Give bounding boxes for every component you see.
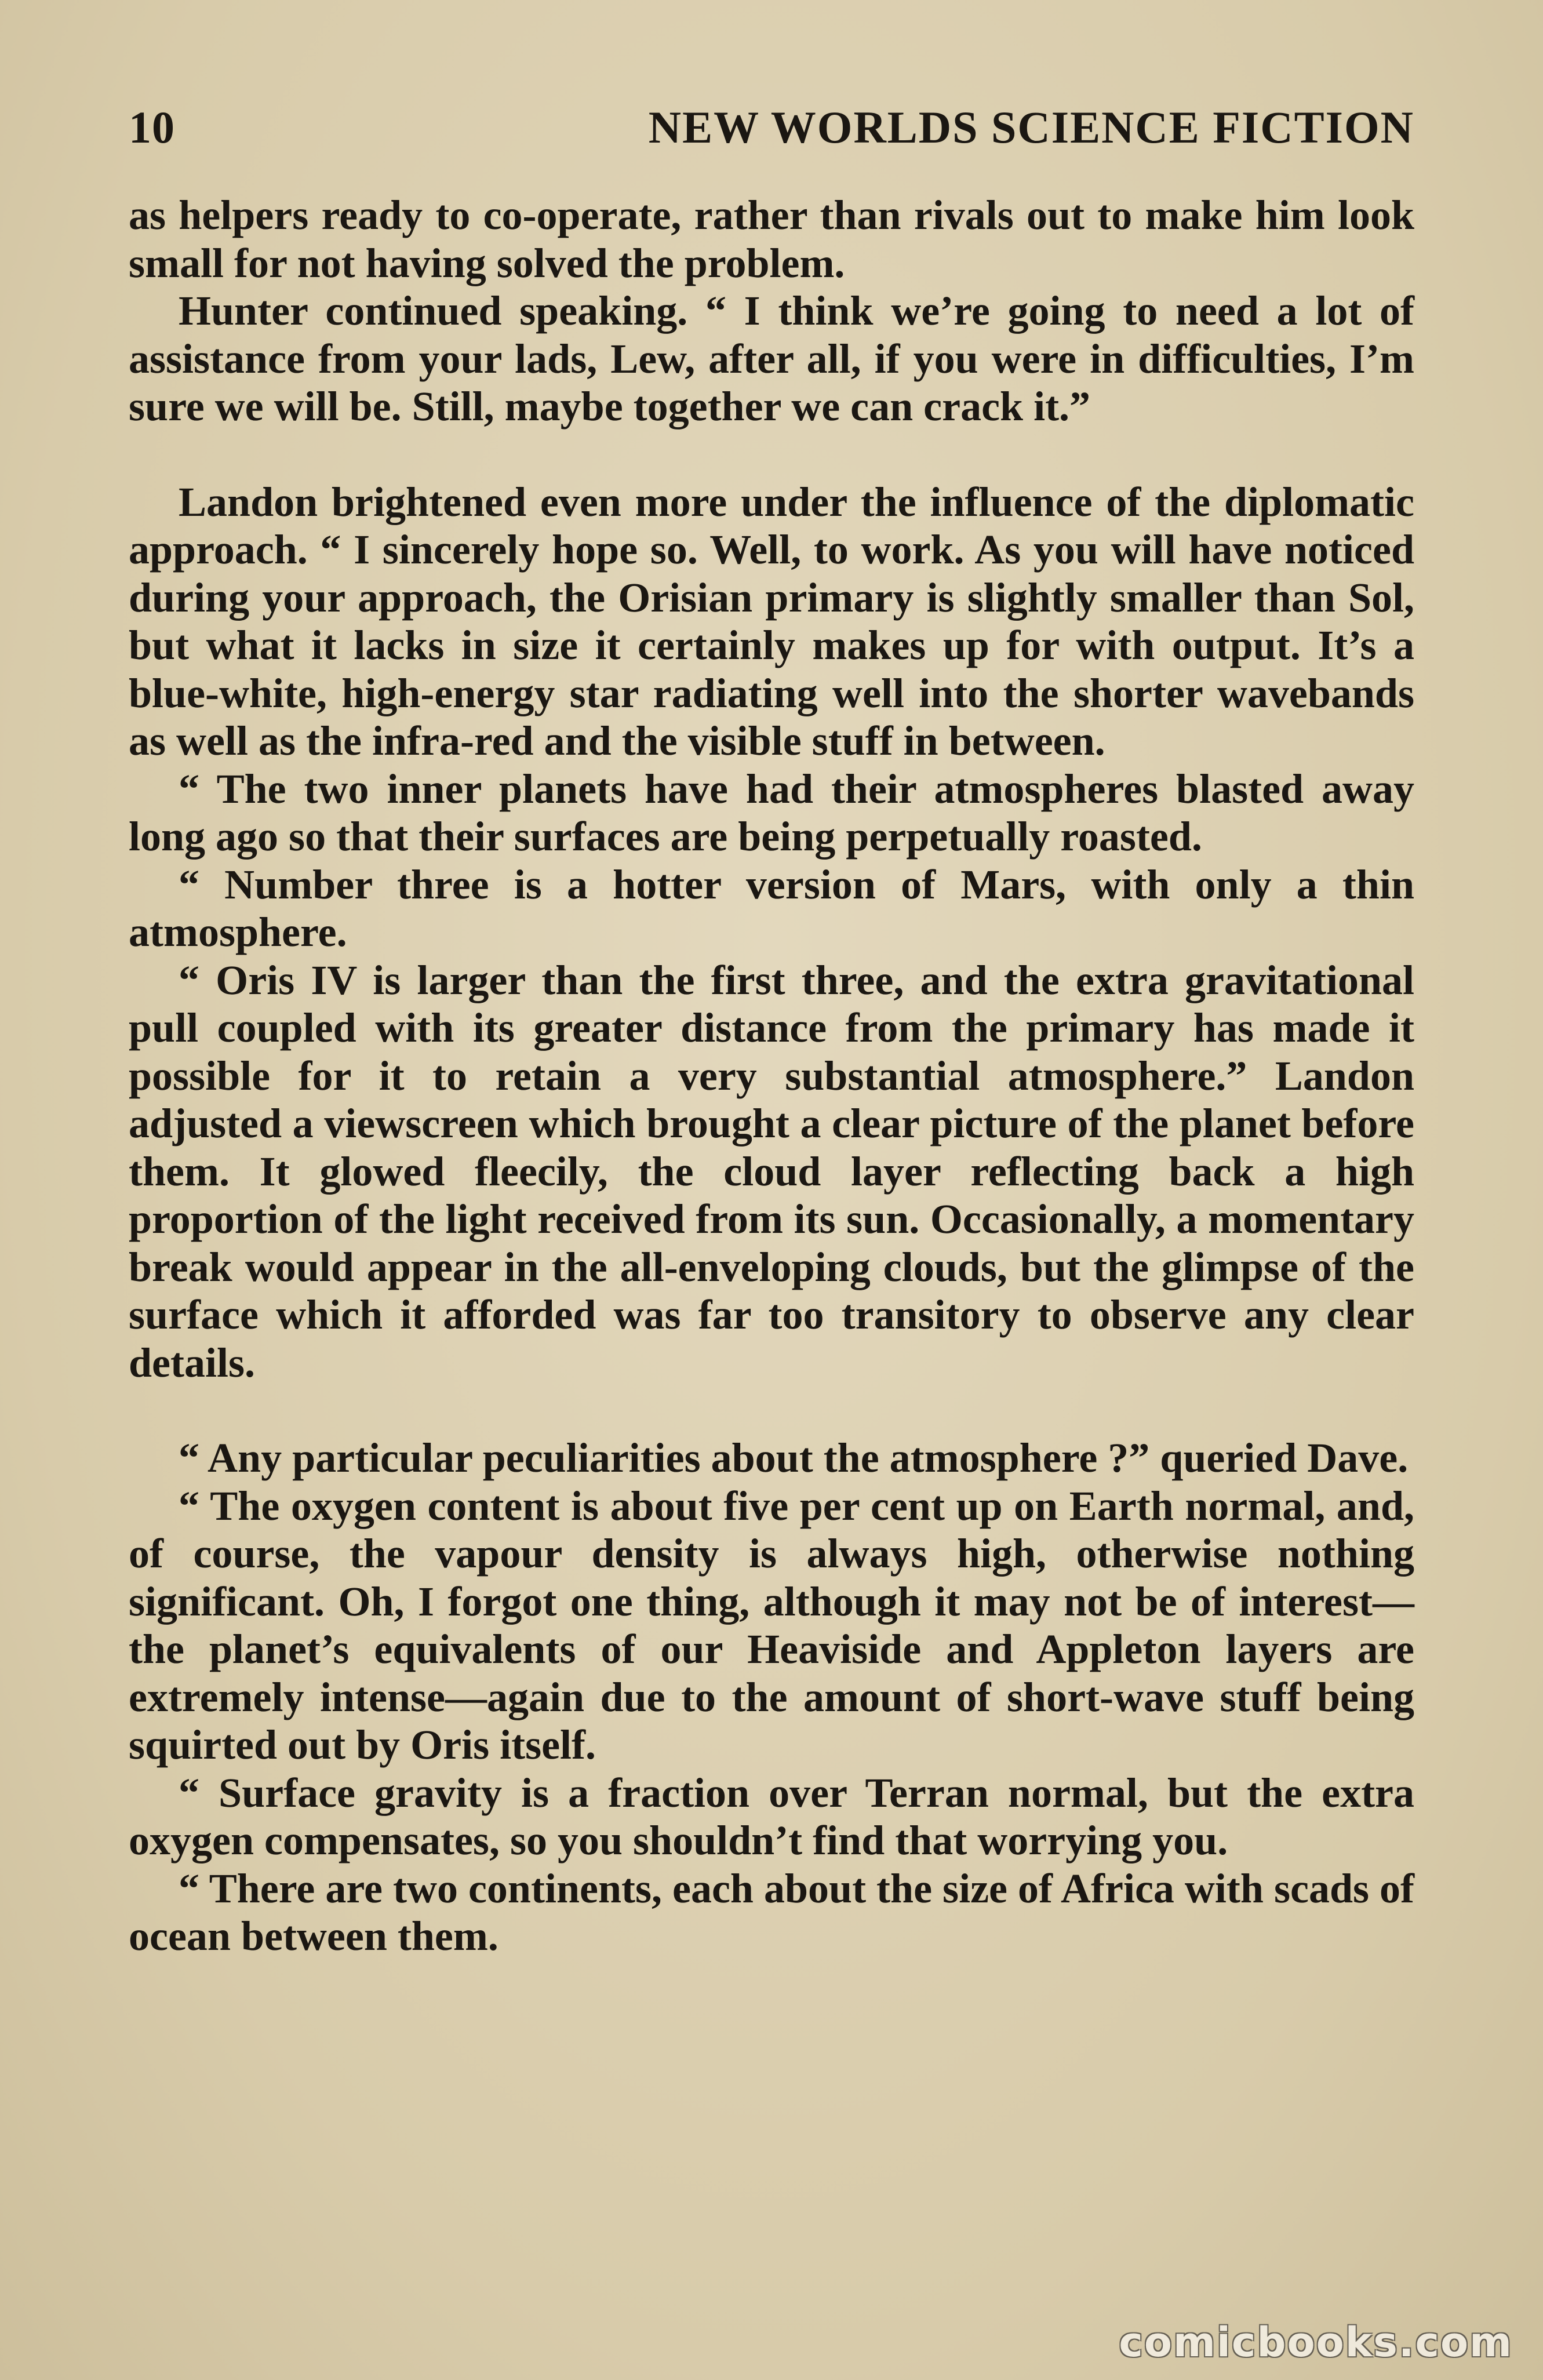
paragraph: Landon brightened even more under the influence of the diplomatic approach. “ I sincerely hope so. Well, to work. As you will have noticed during your approach, the Orisian primary is slightly smaller than Sol, but what it lacks in size it certainly makes up for with output. It’s a blue-white, high-energy star radiating well into the shorter wavebands as well as the infra-red and the visible stuff in between. <box>129 478 1414 764</box>
paragraph: as helpers ready to co-operate, rather than rivals out to make him look small for not having solved the problem. <box>129 192 1414 286</box>
running-head <box>129 99 1414 157</box>
paragraph: “ Surface gravity is a fraction over Terran normal, but the extra oxygen compensates, so you shouldn’t find that worrying you. <box>129 1769 1414 1864</box>
body-text <box>129 191 1414 1960</box>
paragraph: “ The oxygen content is about five per cent up on Earth normal, and, of course, the vapour density is always high, otherwise nothing significant. Oh, I forgot one thing, although it may not be of interest—the planet’s equivalents of our Heaviside and Appleton layers are extremely intense—again due to the amount of short-wave stuff being squirted out by Oris itself. <box>129 1482 1414 1768</box>
paragraph: “ Number three is a hotter version of Mars, with only a thin atmosphere. <box>129 861 1414 955</box>
paragraph: “ Any particular peculiarities about the atmosphere ?” queried Dave. <box>179 1435 1409 1481</box>
paragraph: “ Oris IV is larger than the first three, and the extra gravitational pull coupled with its greater distance from the primary has made it possible for it to retain a very substantial atmosphere.” Landon adjusted a viewscreen which brought a clear picture of the planet before them. It glowed fleecily, the cloud layer reflecting back a high proportion of the light received from its sun. Occasionally, a momentary break would appear in the all-enveloping clouds, but the glimpse of the surface which it afforded was far too transitory to observe any clear details. <box>129 956 1414 1386</box>
magazine-title: NEW WORLDS SCIENCE FICTION <box>648 102 1414 152</box>
paragraph: “ There are two continents, each about the size of Africa with scads of ocean between them. <box>129 1865 1414 1959</box>
page-number: 10 <box>129 102 175 152</box>
paragraph: Hunter continued speaking. “ I think we’re going to need a lot of assistance from your lads, Lew, after all, if you were in difficulties, I’m sure we will be. Still, maybe together we can crack it.” <box>129 288 1414 430</box>
paragraph: “ The two inner planets have had their atmospheres blasted away long ago so that their surfaces are being perpetually roasted. <box>129 765 1414 860</box>
site-watermark: comicbooks.com <box>1119 2319 1513 2366</box>
